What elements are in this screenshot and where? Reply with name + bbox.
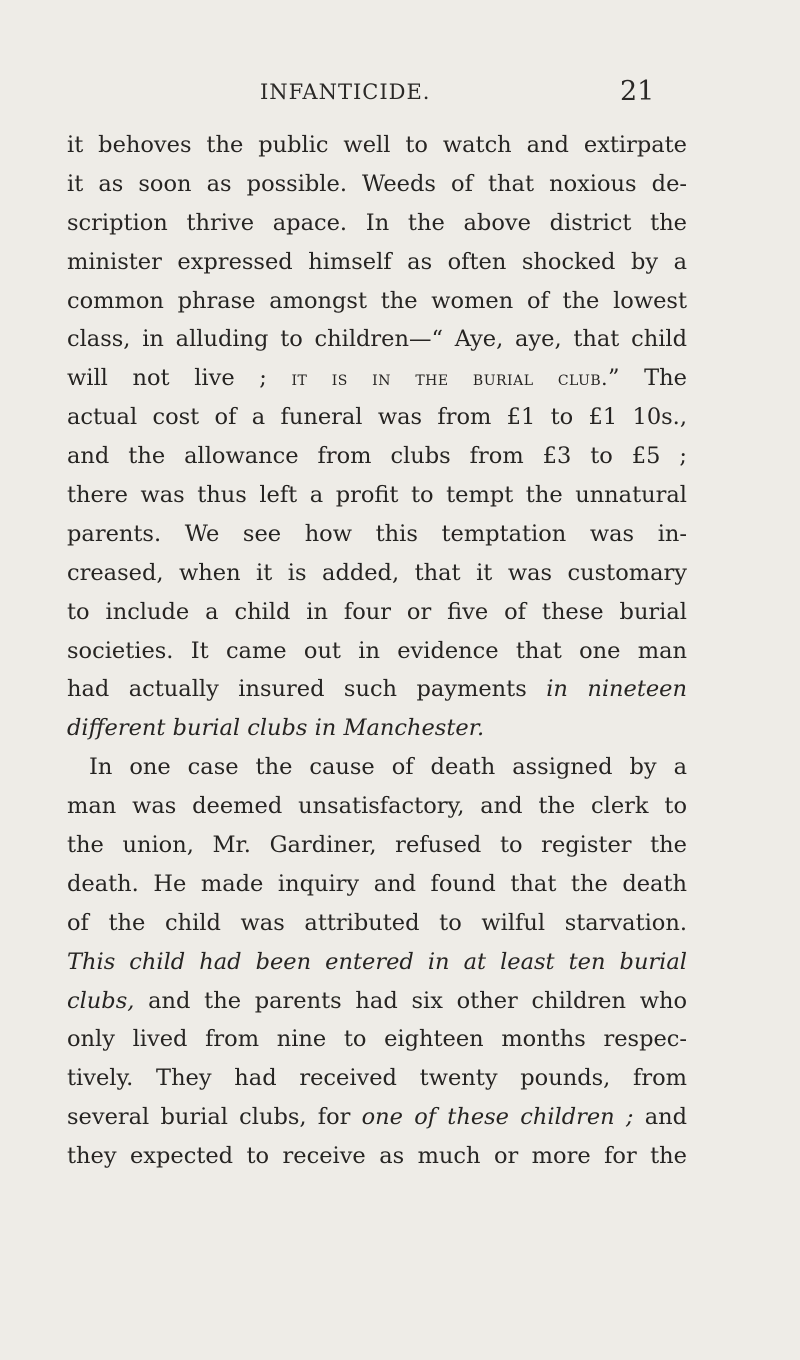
text-line <box>67 515 687 554</box>
text-span: class, in alluding to children—“ Aye, aye, that child <box>67 326 687 353</box>
text-span: scription thrive apace. In the above district the <box>67 209 687 236</box>
text-line <box>67 1137 687 1176</box>
text-span: the union, Mr. Gardiner, refused to register the <box>67 832 687 859</box>
text-line <box>67 632 687 671</box>
text-line <box>67 787 687 826</box>
text-line <box>67 748 687 787</box>
page-number: 21 <box>620 76 655 107</box>
text-span: they expected to receive as much or more for the <box>67 1143 687 1170</box>
text-line <box>67 437 687 476</box>
text-span: man was deemed unsatisfactory, and the clerk to <box>67 793 687 820</box>
text-line <box>67 165 687 204</box>
text-span: and the allowance from clubs from £3 to £5 ; <box>67 443 687 470</box>
text-span: ” The <box>608 365 687 392</box>
text-span: common phrase amongst the women of the lowest <box>67 287 687 314</box>
text-line <box>67 398 687 437</box>
text-line <box>67 554 687 593</box>
text-line <box>67 709 687 748</box>
text-line <box>67 243 687 282</box>
text-span: creased, when it is added, that it was customary <box>67 559 687 586</box>
text-span: In one case the cause of death assigned by a <box>89 754 687 781</box>
italic-text: in nineteen <box>546 676 687 703</box>
italic-text: one of these children ; <box>361 1104 634 1131</box>
text-span: actual cost of a funeral was from £1 to £1 10s., <box>67 404 687 431</box>
text-line <box>67 943 687 982</box>
text-line <box>67 904 687 943</box>
text-span: it behoves the public well to watch and extirpate <box>67 132 687 158</box>
body-text <box>67 126 687 1176</box>
text-line <box>67 282 687 321</box>
text-line <box>67 982 687 1021</box>
text-line <box>67 1020 687 1059</box>
text-span: societies. It came out in evidence that one man <box>67 637 687 664</box>
text-span: it as soon as possible. Weeds of that noxious de- <box>67 170 687 197</box>
text-span: had actually insured such payments <box>67 676 547 703</box>
small-caps-text: it is in the burial club. <box>291 366 609 391</box>
text-line <box>67 1059 687 1098</box>
running-head: INFANTICIDE. <box>260 80 431 104</box>
text-line <box>67 593 687 632</box>
text-span: parents. We see how this temptation was in- <box>67 520 687 547</box>
text-line <box>67 204 687 243</box>
text-line <box>67 359 687 398</box>
text-span: minister expressed himself as often shocked by a <box>67 248 687 275</box>
text-span: will not live ; <box>67 365 292 392</box>
text-span: tively. They had received twenty pounds, from <box>67 1065 687 1092</box>
text-span: and the parents had six other children who <box>134 987 687 1014</box>
text-span: of the child was attributed to wilful starvation. <box>67 909 687 936</box>
text-line <box>67 476 687 515</box>
text-line <box>67 865 687 904</box>
text-line <box>67 670 687 709</box>
text-span: only lived from nine to eighteen months respec- <box>67 1026 687 1053</box>
italic-text: This child had been entered in at least ten burial <box>67 948 687 975</box>
text-span: and <box>633 1104 688 1131</box>
italic-text: different burial clubs in Manchester. <box>67 715 485 742</box>
text-line <box>67 126 687 165</box>
text-span: to include a child in four or five of these burial <box>67 598 687 625</box>
text-line <box>67 1098 687 1137</box>
text-span: death. He made inquiry and found that the death <box>67 870 687 897</box>
text-line <box>67 826 687 865</box>
page-header <box>0 74 800 114</box>
text-span: several burial clubs, for <box>67 1104 362 1131</box>
text-line <box>67 320 687 359</box>
text-span: there was thus left a profit to tempt the unnatural <box>67 482 687 509</box>
italic-text: clubs, <box>67 987 135 1014</box>
